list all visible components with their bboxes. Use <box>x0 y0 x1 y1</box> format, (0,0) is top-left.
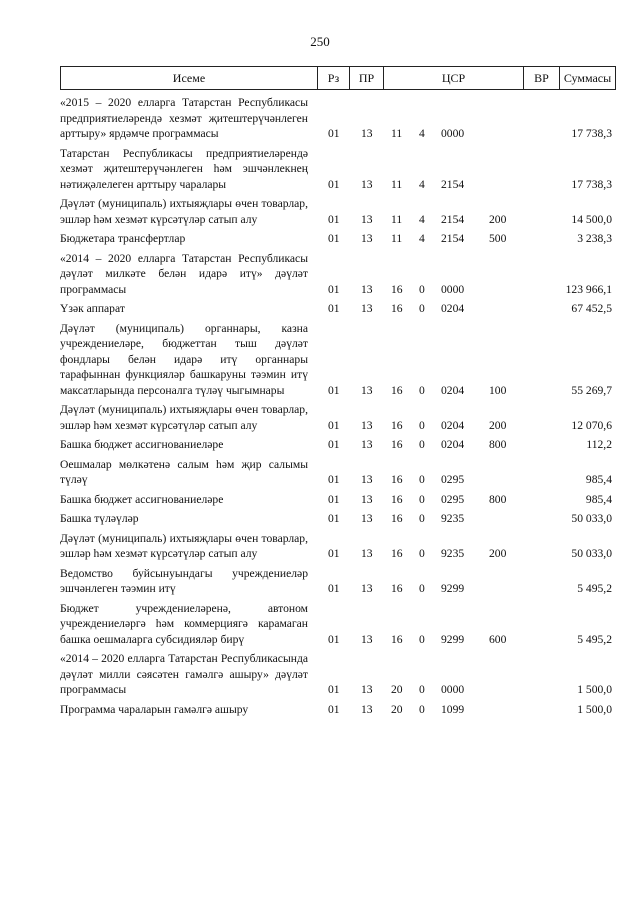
column-header-sum: Суммасы <box>559 67 615 89</box>
row-name: Башка бюджет ассигнованиеләре <box>60 492 224 506</box>
row-csr-1: 16 <box>391 632 403 646</box>
row-vr: 200 <box>489 418 507 432</box>
table-row <box>60 453 620 488</box>
table-row <box>60 142 620 193</box>
row-sum: 985,4 <box>585 473 612 486</box>
row-sum: 112,2 <box>586 438 612 451</box>
row-pr: 13 <box>361 683 373 696</box>
row-rz: 01 <box>328 232 340 245</box>
row-sum: 5 495,2 <box>577 582 612 595</box>
table-row <box>60 398 620 433</box>
row-csr-2: 0 <box>419 547 425 560</box>
row-rz: 01 <box>328 383 340 397</box>
row-name: Башка түләүләр <box>60 512 139 525</box>
column-header-csr: ЦСР <box>383 67 523 89</box>
column-header-name: Исеме <box>172 71 206 85</box>
row-csr-3: 0204 <box>441 418 465 432</box>
table-row <box>60 227 620 247</box>
row-csr-3: 0204 <box>441 383 465 397</box>
budget-table-body <box>60 94 620 717</box>
row-csr-2: 4 <box>419 232 425 245</box>
row-csr-1: 16 <box>391 512 403 525</box>
column-header-rz: Рз <box>317 67 349 89</box>
row-pr: 13 <box>361 282 373 296</box>
row-name: «2015 – 2020 елларга Татарстан Республикасы предприятиеләрендә хезмәт җитештерүчәнлеген арттыру» ярдәмче программасы <box>60 96 308 140</box>
row-sum: 123 966,1 <box>565 282 612 296</box>
row-sum: 1 500,0 <box>577 702 612 716</box>
table-row <box>60 647 620 698</box>
row-sum: 50 033,0 <box>571 512 612 525</box>
row-name: Дәүләт (муниципаль) органнары, казна учреждениеләре, бюджеттан тыш дәүләт фондлары белән идарә итү органнары тарафыннан функцияләр башкаруны тәэмин итү максатларында персоналга түләү чыгымнары <box>60 321 308 397</box>
row-rz: 01 <box>328 302 340 315</box>
row-csr-1: 20 <box>391 702 403 716</box>
row-csr-3: 9235 <box>441 547 465 560</box>
row-rz: 01 <box>328 418 340 432</box>
row-sum: 50 033,0 <box>571 547 612 560</box>
row-csr-3: 0000 <box>441 127 465 140</box>
row-csr-1: 16 <box>391 282 403 296</box>
row-name: Дәүләт (муниципаль) ихтыяҗлары өчен товарлар, эшләр һәм хезмәт күрсәтүләр сатып алу <box>60 197 308 226</box>
row-pr: 13 <box>361 492 373 506</box>
row-csr-1: 16 <box>391 383 403 397</box>
row-csr-2: 0 <box>419 418 425 432</box>
page-number: 250 <box>310 34 330 49</box>
row-csr-2: 4 <box>419 127 425 140</box>
table-row <box>60 247 620 298</box>
row-vr: 800 <box>489 438 507 451</box>
row-csr-2: 0 <box>419 492 425 506</box>
row-pr: 13 <box>361 418 373 432</box>
row-rz: 01 <box>328 212 340 226</box>
row-rz: 01 <box>328 702 340 716</box>
row-pr: 13 <box>361 473 373 486</box>
row-pr: 13 <box>361 212 373 226</box>
row-csr-3: 0204 <box>441 302 465 315</box>
row-csr-2: 0 <box>419 582 425 595</box>
row-name: Дәүләт (муниципаль) ихтыяҗлары өчен товарлар, эшләр һәм хезмәт күрсәтүләр сатып алу <box>60 403 308 432</box>
row-rz: 01 <box>328 683 340 696</box>
row-csr-1: 16 <box>391 418 403 432</box>
row-csr-2: 0 <box>419 512 425 525</box>
row-rz: 01 <box>328 547 340 560</box>
table-row <box>60 488 620 508</box>
row-name: Ведомство буйсынуындагы учреждениеләр эшчәнлеген тәэмин итү <box>60 566 308 595</box>
row-csr-1: 16 <box>391 492 403 506</box>
row-sum: 67 452,5 <box>571 302 612 315</box>
row-csr-2: 0 <box>419 473 425 486</box>
row-name: «2014 – 2020 елларга Татарстан Республикасы дәүләт милкәте белән идарә итү» дәүләт программасы <box>60 251 308 296</box>
row-csr-2: 4 <box>419 177 425 191</box>
row-pr: 13 <box>361 438 373 451</box>
row-rz: 01 <box>328 473 340 486</box>
row-sum: 3 238,3 <box>577 232 612 245</box>
row-name: Бюджетара трансфертлар <box>60 232 186 245</box>
row-csr-1: 16 <box>391 302 403 315</box>
row-sum: 12 070,6 <box>571 418 612 432</box>
row-csr-1: 16 <box>391 582 403 595</box>
row-pr: 13 <box>361 127 373 140</box>
row-csr-1: 16 <box>391 438 403 451</box>
row-csr-2: 0 <box>419 383 425 397</box>
row-rz: 01 <box>328 282 340 296</box>
table-row <box>60 433 620 453</box>
row-csr-2: 4 <box>419 212 425 226</box>
column-header-vr: ВР <box>523 67 559 89</box>
row-rz: 01 <box>328 512 340 525</box>
row-sum: 55 269,7 <box>571 383 612 397</box>
row-vr: 500 <box>489 232 507 245</box>
table-row <box>60 317 620 399</box>
row-rz: 01 <box>328 492 340 506</box>
row-csr-2: 0 <box>419 702 425 716</box>
row-csr-1: 11 <box>391 212 403 226</box>
row-csr-1: 20 <box>391 683 403 696</box>
row-sum: 5 495,2 <box>577 632 612 646</box>
row-name: Татарстан Республикасы предприятиеләрендә хезмәт җитештерүчәнлеген һәм эшчәнлекнең нәтиҗәлелеген арттыру чаралары <box>60 146 308 191</box>
row-vr: 100 <box>489 383 507 397</box>
row-pr: 13 <box>361 383 373 397</box>
row-rz: 01 <box>328 438 340 451</box>
row-pr: 13 <box>361 302 373 315</box>
row-csr-2: 0 <box>419 438 425 451</box>
row-pr: 13 <box>361 512 373 525</box>
row-sum: 17 738,3 <box>571 177 612 191</box>
row-rz: 01 <box>328 127 340 140</box>
row-pr: 13 <box>361 702 373 716</box>
row-name: Үзәк аппарат <box>60 302 125 315</box>
row-csr-1: 16 <box>391 473 403 486</box>
row-pr: 13 <box>361 232 373 245</box>
row-pr: 13 <box>361 177 373 191</box>
row-name: Башка бюджет ассигнованиеләре <box>60 438 224 451</box>
row-sum: 1 500,0 <box>577 683 612 696</box>
row-csr-1: 11 <box>391 232 403 245</box>
row-csr-3: 0295 <box>441 473 465 486</box>
row-csr-1: 16 <box>391 547 403 560</box>
row-name: Оешмалар мөлкәтенә салым һәм җир салымы түләү <box>60 457 308 486</box>
table-row <box>60 297 620 317</box>
row-vr: 200 <box>489 212 507 226</box>
row-csr-3: 2154 <box>441 212 465 226</box>
table-row <box>60 94 620 142</box>
row-csr-3: 0204 <box>441 438 465 451</box>
row-csr-1: 11 <box>391 127 403 140</box>
table-header <box>60 66 616 90</box>
table-row <box>60 507 620 527</box>
row-rz: 01 <box>328 632 340 646</box>
row-csr-3: 9299 <box>441 582 465 595</box>
row-csr-2: 0 <box>419 683 425 696</box>
row-csr-3: 2154 <box>441 177 465 191</box>
row-csr-3: 0295 <box>441 492 465 506</box>
row-name: Программа чараларын гамәлгә ашыру <box>60 702 249 716</box>
table-row <box>60 597 620 648</box>
row-name: «2014 – 2020 елларга Татарстан Республикасында дәүләт милли сәясәтен гамәлгә ашыру» дәүләт программасы <box>60 652 308 696</box>
row-csr-3: 1099 <box>441 702 465 716</box>
row-pr: 13 <box>361 547 373 560</box>
row-vr: 200 <box>489 547 507 560</box>
row-vr: 600 <box>489 632 507 646</box>
row-name: Бюджет учреждениеләренә, автоном учреждениеләргә һәм коммерциягә карамаган башка оешмаларга субсидияләр бирү <box>60 601 308 646</box>
row-vr: 800 <box>489 492 507 506</box>
row-csr-3: 9299 <box>441 632 465 646</box>
row-csr-3: 2154 <box>441 232 465 245</box>
row-sum: 17 738,3 <box>571 127 612 140</box>
table-row <box>60 698 620 718</box>
row-csr-1: 11 <box>391 177 403 191</box>
row-csr-3: 9235 <box>441 512 465 525</box>
row-csr-3: 0000 <box>441 683 465 696</box>
row-pr: 13 <box>361 632 373 646</box>
row-rz: 01 <box>328 582 340 595</box>
column-header-pr: ПР <box>349 67 383 89</box>
table-row <box>60 562 620 597</box>
row-pr: 13 <box>361 582 373 595</box>
table-row <box>60 192 620 227</box>
row-csr-3: 0000 <box>441 282 465 296</box>
row-sum: 985,4 <box>585 492 612 506</box>
row-csr-2: 0 <box>419 282 425 296</box>
row-csr-2: 0 <box>419 632 425 646</box>
row-sum: 14 500,0 <box>571 212 612 226</box>
row-csr-2: 0 <box>419 302 425 315</box>
row-rz: 01 <box>328 177 340 191</box>
table-row <box>60 527 620 562</box>
row-name: Дәүләт (муниципаль) ихтыяҗлары өчен товарлар, эшләр һәм хезмәт күрсәтүләр сатып алу <box>60 531 308 560</box>
